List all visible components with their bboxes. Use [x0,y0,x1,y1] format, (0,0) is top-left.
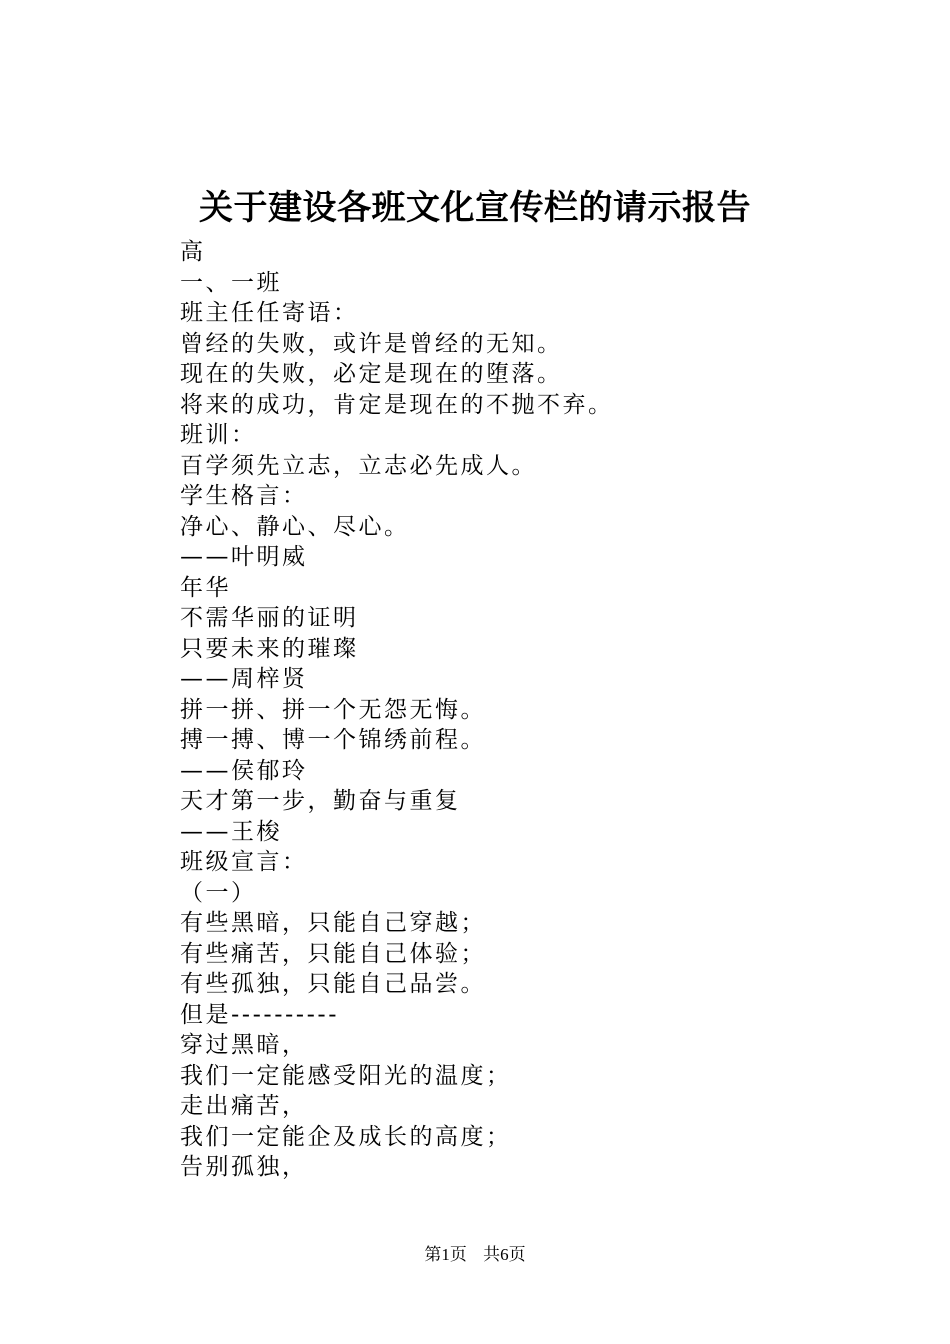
body-line: 我们一定能企及成长的高度； [180,1123,512,1150]
body-line: 穿过黑暗， [180,1032,308,1058]
body-line: 有些痛苦，只能自己体验； [180,940,486,967]
document-body [180,237,860,1183]
body-line: 走出痛苦， [180,1093,308,1119]
body-line: 搏一搏、博一个锦绣前程。 [180,727,486,753]
body-line: ——叶明威 [180,544,308,570]
body-line: 但是---------- [180,1001,339,1028]
body-line: 我们一定能感受阳光的温度； [180,1062,512,1089]
body-line: （一） [180,879,257,906]
body-line: 高 [180,239,206,265]
body-line: ——周梓贤 [180,666,308,692]
page-number: 第1页 [424,1245,467,1264]
body-line: ——侯郁玲 [180,757,308,784]
body-line: 学生格言： [180,483,308,509]
body-line: 班级宣言： [180,849,308,875]
body-line: 告别孤独， [180,1154,308,1180]
page-total: 共6页 [483,1245,526,1264]
body-line: 有些孤独，只能自己品尝。 [180,971,486,997]
body-line: 不需华丽的证明 [180,605,359,631]
body-line: 天才第一步，勤奋与重复 [180,788,461,814]
body-line: 百学须先立志，立志必先成人。 [180,452,537,479]
body-line: ——王梭 [180,818,282,845]
body-line: 拼一拼、拼一个无怨无悔。 [180,696,486,723]
body-line: 现在的失败，必定是现在的堕落。 [180,361,563,387]
body-line: 班训： [180,422,257,448]
body-line: 净心、静心、尽心。 [180,513,410,540]
document-title: 关于建设各班文化宣传栏的请示报告 [199,188,751,228]
body-line: 将来的成功，肯定是现在的不抛不弃。 [180,391,614,418]
body-line: 有些黑暗，只能自己穿越； [180,910,486,936]
body-line: 班主任任寄语： [180,300,359,326]
body-line: 只要未来的璀璨 [180,635,359,662]
body-line: 年华 [180,574,231,601]
body-line: 一、一班 [180,269,282,296]
page-footer [0,1244,950,1266]
body-line: 曾经的失败，或许是曾经的无知。 [180,330,563,357]
